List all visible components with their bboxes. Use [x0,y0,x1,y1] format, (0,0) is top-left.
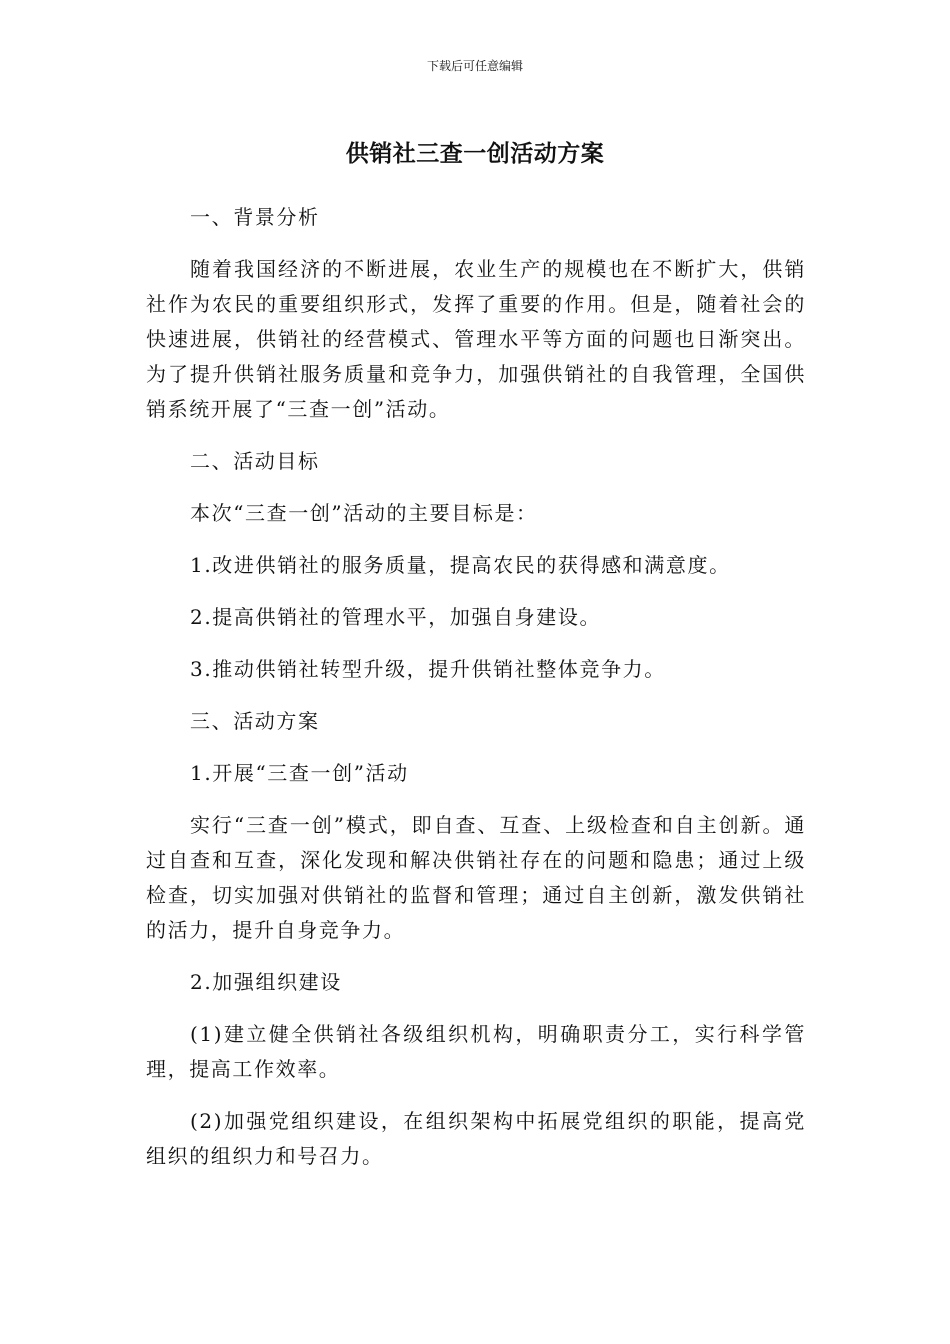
paragraph-goals-intro: 本次“三查一创”活动的主要目标是： [190,501,538,525]
section-heading-goals: 二、活动目标 [190,449,320,473]
list-item-org-2: (2)加强党组织建设，在组织架构中拓展党组织的职能，提高党组织的组织力和号召力。 [146,1109,806,1168]
list-item-goal-3: 3.推动供销社转型升级，提升供销社整体竞争力。 [190,657,666,681]
subheading-plan-2: 2.加强组织建设 [190,970,342,994]
subheading-plan-1: 1.开展“三查一创”活动 [190,761,409,785]
paragraph-plan-1: 实行“三查一创”模式，即自查、互查、上级检查和自主创新。通过自查和互查，深化发现和解决供销社存在的问题和隐患；通过上级检查，切实加强对供销社的监督和管理；通过自主创新，激发供销社的活力，提升自身竞争力。 [146,813,806,942]
list-item-goal-2: 2.提高供销社的管理水平，加强自身建设。 [190,605,602,629]
paragraph-background: 随着我国经济的不断进展，农业生产的规模也在不断扩大，供销社作为农民的重要组织形式，发挥了重要的作用。但是，随着社会的快速进展，供销社的经营模式、管理水平等方面的问题也日渐突出。为了提升供销社服务质量和竞争力，加强供销社的自我管理，全国供销系统开展了“三查一创”活动。 [146,257,806,421]
header-note: 下载后可任意编辑 [426,59,523,73]
document-body [146,200,806,1191]
section-heading-background: 一、背景分析 [190,205,320,229]
list-item-goal-1: 1.改进供销社的服务质量，提高农民的获得感和满意度。 [190,553,731,577]
document-title: 供销社三查一创活动方案 [345,141,605,167]
list-item-org-1: (1)建立健全供销社各级组织机构，明确职责分工，实行科学管理，提高工作效率。 [146,1022,806,1081]
section-heading-plan: 三、活动方案 [190,709,320,733]
